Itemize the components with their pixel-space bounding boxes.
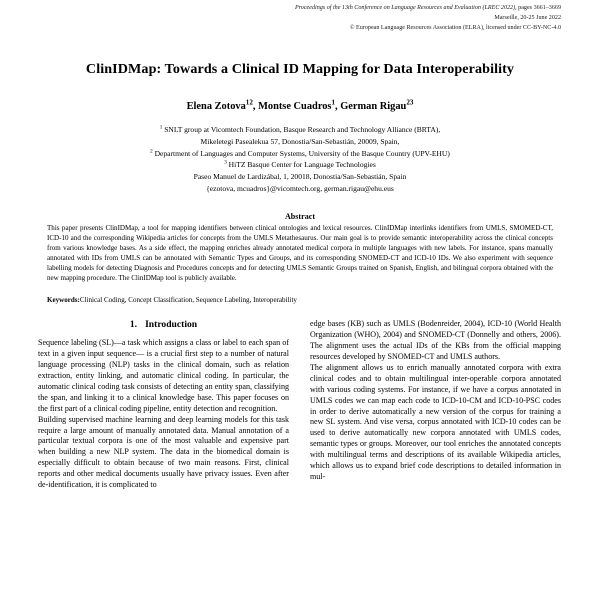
affiliation-2-line-1 [38, 148, 562, 160]
left-column [38, 319, 289, 490]
affiliation-3-text: HiTZ Basque Center for Language Technologies [228, 160, 376, 170]
proceedings-title: Proceedings of the 13th Conference on Language Resources and Evaluation (LREC 2022) [294, 5, 516, 11]
conference-location-date: Marseille, 20-25 June 2022 [494, 14, 561, 21]
affiliation-block [38, 124, 562, 195]
author-2-affiliation-marker: 1 [331, 99, 336, 108]
abstract-heading: Abstract [284, 211, 316, 221]
page-title: ClinIDMap: Towards a Clinical ID Mapping for Data Interoperability [85, 60, 515, 77]
paragraph: edge bases (KB) such as UMLS (Bodenreider, 2004), ICD-10 (World Health Organization (WHO), 2004) and SNOMED-CT (Donnelly and others, 2006). The alignment uses the actual IDs of the KBs from the official mapping resources developed by SNOMED-CT and UMLS authors. [310, 319, 561, 362]
proceedings-pages: , pages 3661–3669 [515, 5, 561, 11]
author-emails: {ezotova, mcuadros}@vicomtech.org, german.rigau@ehu.eus [206, 183, 394, 193]
affiliation-3-line-1 [38, 159, 562, 171]
keywords-label: Keywords: [47, 295, 80, 304]
author-2-name: Montse Cuadros [258, 101, 332, 113]
keywords-value: Clinical Coding, Concept Classification, Sequence Labeling, Interoperability [79, 295, 297, 304]
author-separator-2: , [335, 101, 341, 113]
author-3-name: German Rigau [340, 101, 407, 113]
paragraph: Building supervised machine learning and deep learning models for this task require a large amount of manually annotated data. Manual annotation of a particular textual corpora is one of the most valuable and expensive part when building a new NLP system. The data in the biomedical domain is especially difficult to obtain because of two main reasons. First, clinical reports and other medical documents usually have privacy issues. Even after de-identification, it is complicated to [38, 414, 289, 489]
proceedings-line [38, 4, 561, 14]
affiliation-3-marker: 3 [224, 159, 227, 166]
author-1-affiliation-marker: 12 [245, 99, 253, 108]
author-3-affiliation-marker: 23 [406, 99, 414, 108]
affiliation-1-line-1 [38, 124, 562, 136]
abstract-section [47, 195, 553, 284]
body-columns [38, 319, 562, 490]
affiliation-3-line-2: Paseo Manuel de Lardizábal, 1, 20018, Donostia/San-Sebastián, Spain [193, 172, 407, 182]
paragraph: Sequence labeling (SL)—a task which assigns a class or label to each span of text in a given input sequence— is a crucial first step to a number of natural language processing (NLP) tasks in the clinical domain, such as relation extraction, entity linking, and automatic clinical coding. In particular, the automatic clinical coding task consists of detecting an entity span, classifying the span, and linking it to a clinical knowledge base. This paper focuses on the first part of a clinical coding pipeline, entity detection and recognition. [38, 338, 289, 413]
publication-header [38, 4, 562, 34]
author-separator-1: , [252, 101, 259, 113]
copyright-license: © European Language Resources Association (ELRA), licensed under CC-BY-NC-4.0 [349, 24, 561, 31]
affiliation-1-text: SNLT group at Vicomtech Foundation, Basque Research and Technology Alliance (BRTA), [164, 124, 441, 134]
abstract-body: This paper presents ClinIDMap, a tool for mapping identifiers between clinical ontologies and lexical resources. ClinIDMap interlinks identifiers from UMLS, SMOMED-CT, ICD-10 and the corresponding Wikipedia articles for concepts from the UMLS Metathesaurus. Our main goal is to provide semantic interoperability across the clinical concepts from various knowledge bases. As a side effect, the mapping enriches already annotated medical corpora in multiple languages with new labels. For instance, spans manually annotated with IDs from UMLS can be annotated with Semantic Types and Groups, and its corresponding SNOMED-CT and ICD-10 IDs. We also experiment with sequence labelling models for detecting Diagnosis and Procedures concepts and for detecting UMLS Semantic Groups trained on Spanish, English, and bilingual corpora obtained with the new mapping procedure. The ClinIDMap tool is publicly available. [47, 224, 553, 283]
section-title: Introduction [145, 319, 198, 331]
affiliation-1-line-2: Mikeletegi Pasealekua 57, Donostia/San-Sebastián, 20009, Spain, [200, 136, 400, 146]
author-1-name: Elena Zotova [186, 101, 246, 113]
author-list [38, 101, 562, 113]
right-column [310, 319, 561, 490]
affiliation-1-marker: 1 [159, 124, 163, 131]
affiliation-2-marker: 2 [150, 148, 153, 155]
keywords-line [47, 296, 553, 306]
section-heading-introduction [38, 319, 289, 331]
affiliation-2-text: Department of Languages and Computer Systems, University of the Basque Country (UPV-EHU) [154, 148, 450, 158]
paragraph: The alignment allows us to enrich manually annotated corpora with extra clinical codes and to obtain multilingual inter-operable corpora annotated with various coding systems. For instance, if we have a corpus annotated in UMLS codes we can map each code to ICD-10-CM and ICD-10-PSC codes in order to derive automatically a new version of the corpus for training a new SL system. And vise versa, corpus annotated with ICD-10 codes can be used to derive automatically new corpora annotated with UMLS codes, semantic types or groups. Moreover, our tool enriches the annotated concepts with multilingual terms and descriptions of its available Wikipedia articles, which allows us to expand brief code descriptions to detailed information in mul- [310, 362, 561, 481]
section-number: 1. [129, 319, 138, 331]
